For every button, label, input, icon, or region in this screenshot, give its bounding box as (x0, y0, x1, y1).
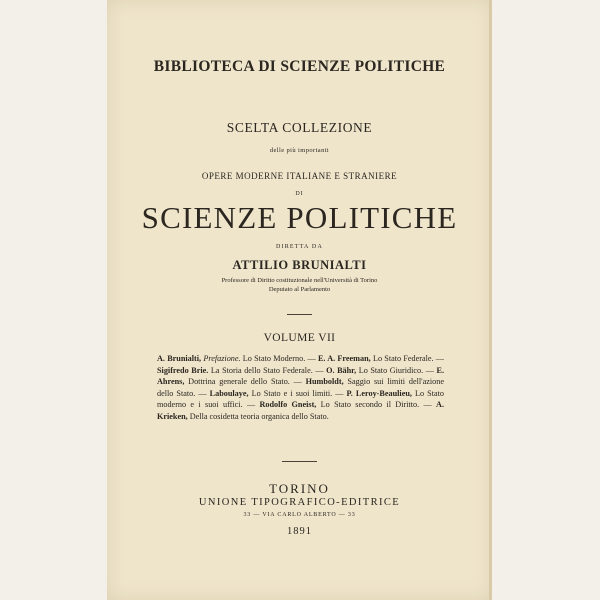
contents-entry: Rodolfo Gneist, Lo Stato secondo il Diritto. — (259, 400, 437, 410)
editor-credential-deputy: Deputato al Parlamento (268, 286, 331, 293)
editor-name: ATTILIO BRUNIALTI (232, 258, 367, 272)
contents-entry: A. Brunialti, Prefazione. Lo Stato Moderno. — (157, 354, 318, 363)
contents-entry: O. Bähr, Lo Stato Giuridico. — (326, 365, 437, 375)
collection-subheading: delle più importanti (269, 147, 330, 154)
directed-by-label: DIRETTA DA (275, 244, 323, 250)
imprint-address: 33 — VIA CARLO ALBERTO — 33 (243, 512, 356, 518)
contents-entry: Sigifredo Brie. La Storia dello Stato Federale. — (157, 365, 327, 375)
title-page (107, 0, 492, 600)
contents-entry: E. Ahrens, Dottrina generale dello Stato. — (157, 365, 445, 387)
contents-entry: P. Leroy-Beaulieu, Lo Stato moderno e i suoi uffici. — (157, 388, 444, 410)
imprint-publisher: UNIONE TIPOGRAFICO-EDITRICE (198, 497, 401, 508)
contents-entry: Laboulaye, Lo Stato e i suoi limiti. — (209, 388, 347, 398)
imprint-city: TORINO (269, 481, 330, 496)
series-title: BIBLIOTECA DI SCIENZE POLITICHE (153, 58, 446, 75)
collection-di: DI (295, 191, 304, 197)
contents-entry: Humboldt, Saggio sui limiti dell'azione dello Stato. — (157, 377, 444, 398)
contents-entry: A. Krieken, Della cosidetta teoria organica dello Stato. (157, 400, 444, 421)
contents-list (157, 353, 444, 423)
volume-number: VOLUME VII (263, 332, 336, 344)
imprint-year: 1891 (287, 526, 312, 537)
divider-rule (287, 314, 312, 315)
contents-entry: E. A. Freeman, Lo Stato Federale. — (317, 354, 444, 363)
divider-rule (282, 461, 317, 462)
editor-credential-professor: Professore di Diritto costituzionale nell'Università di Torino (221, 277, 378, 284)
main-title: SCIENZE POLITICHE (141, 200, 458, 235)
collection-works-line: OPERE MODERNE ITALIANE E STRANIERE (201, 171, 398, 181)
collection-heading: SCELTA COLLEZIONE (226, 120, 373, 135)
